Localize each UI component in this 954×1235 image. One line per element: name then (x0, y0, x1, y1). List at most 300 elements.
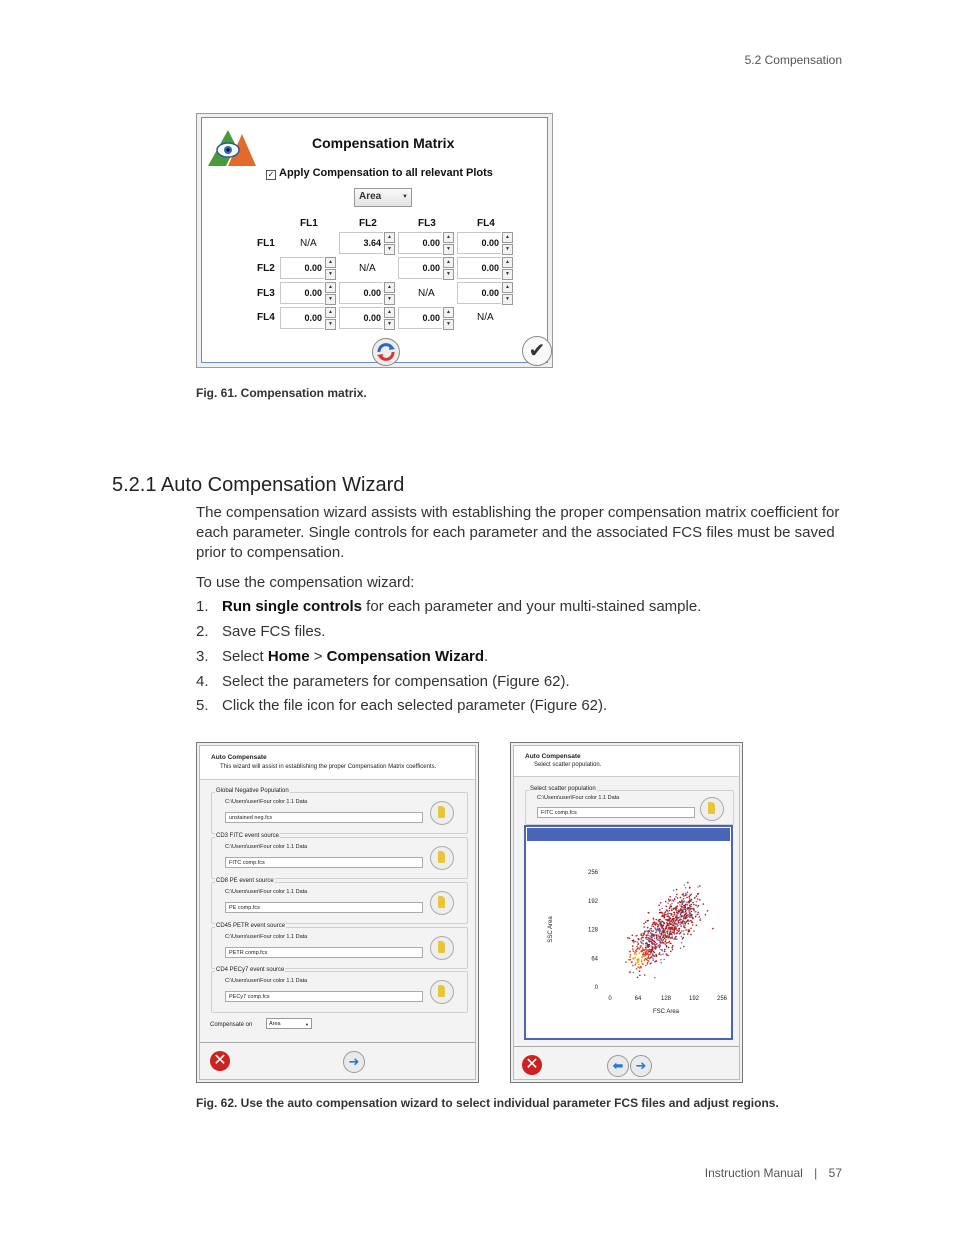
matrix-cell[interactable] (457, 232, 515, 254)
group-label: Select scatter population (530, 786, 596, 792)
section-intro: The compensation wizard assists with establishing the proper compensation matrix coefficient for each parameter. Single controls for each parameter and the associated FCS files must be saved prior to compensation. (196, 504, 840, 561)
window-frame (513, 745, 740, 1080)
data-point (648, 951, 650, 953)
matrix-cell[interactable] (457, 282, 515, 304)
data-point (649, 931, 651, 933)
data-point (683, 912, 685, 914)
data-point (644, 931, 646, 933)
data-point (658, 953, 660, 955)
data-point (651, 939, 653, 941)
data-point (687, 920, 689, 922)
data-point (699, 899, 701, 901)
data-point (683, 927, 685, 929)
data-point (687, 882, 689, 884)
data-point (644, 959, 646, 961)
data-point (672, 945, 674, 947)
data-point (661, 927, 663, 929)
data-point (681, 942, 683, 944)
data-point (689, 907, 691, 909)
cancel-button[interactable]: ✕ (210, 1051, 230, 1071)
data-point (668, 925, 670, 927)
data-point (662, 913, 664, 915)
next-arrow-button[interactable]: ➜ (343, 1051, 365, 1073)
apply-compensation-label: Apply Compensation to all relevant Plots (279, 167, 493, 179)
spin-up-icon[interactable]: ▲ (502, 282, 513, 293)
data-point (666, 931, 668, 933)
data-point (663, 935, 665, 937)
spin-down-icon[interactable]: ▼ (325, 319, 336, 330)
data-point (654, 961, 656, 963)
data-point (660, 943, 662, 945)
spinner[interactable] (443, 307, 454, 329)
event-source-group (211, 788, 468, 834)
data-point (689, 897, 691, 899)
data-point (646, 935, 648, 937)
matrix-cell[interactable] (339, 282, 397, 304)
data-point (683, 900, 685, 902)
file-name-field[interactable]: FITC comp.fcs (537, 807, 695, 818)
data-point (669, 933, 671, 935)
list-item (196, 648, 488, 665)
data-point (674, 931, 676, 933)
data-point (683, 895, 685, 897)
folder-icon[interactable] (700, 797, 724, 821)
matrix-cell-input[interactable] (398, 257, 442, 279)
spin-up-icon[interactable]: ▲ (443, 257, 454, 268)
spin-down-icon[interactable]: ▼ (384, 294, 395, 305)
matrix-cell-input[interactable] (339, 307, 383, 329)
next-arrow-button[interactable]: ➜ (630, 1055, 652, 1077)
data-point (691, 921, 693, 923)
data-point (663, 915, 665, 917)
spin-down-icon[interactable]: ▼ (384, 244, 395, 255)
event-source-group (211, 833, 468, 879)
data-point (664, 937, 666, 939)
data-point (646, 936, 648, 938)
data-point (641, 942, 643, 944)
data-point (687, 892, 689, 894)
data-point (689, 912, 691, 914)
data-point (677, 905, 679, 907)
matrix-cell-input[interactable] (457, 282, 501, 304)
spinner[interactable] (325, 307, 336, 329)
compensate-on-select[interactable] (266, 1018, 312, 1029)
data-point (663, 942, 665, 944)
spin-up-icon[interactable]: ▲ (502, 257, 513, 268)
spin-up-icon[interactable]: ▲ (384, 232, 395, 243)
matrix-cell[interactable] (457, 257, 515, 279)
spinner[interactable] (384, 307, 395, 329)
data-point (669, 906, 671, 908)
data-point (675, 917, 677, 919)
data-point (684, 923, 686, 925)
data-point (647, 952, 649, 954)
data-point (693, 904, 695, 906)
data-point (698, 916, 700, 918)
auto-compensate-scatter-window (510, 742, 743, 1083)
data-point (653, 943, 655, 945)
data-point (650, 936, 652, 938)
data-point (660, 945, 662, 947)
data-point (642, 963, 644, 965)
spin-up-icon[interactable]: ▲ (384, 282, 395, 293)
matrix-cell-input[interactable] (457, 257, 501, 279)
matrix-cell-input[interactable] (398, 307, 442, 329)
data-point (692, 918, 694, 920)
data-point (671, 914, 673, 916)
data-point (672, 949, 674, 951)
data-point (669, 913, 671, 915)
matrix-cell-value: 3.64 (363, 238, 381, 248)
data-point (681, 916, 683, 918)
x-tick-label: 64 (634, 996, 642, 1002)
data-point (636, 946, 638, 948)
data-point (669, 910, 671, 912)
list-item (196, 623, 325, 640)
data-point (649, 949, 651, 951)
data-point (674, 929, 676, 931)
data-point (679, 919, 681, 921)
matrix-cell[interactable] (280, 307, 338, 329)
matrix-cell-input[interactable] (280, 257, 324, 279)
matrix-cell[interactable] (398, 307, 456, 329)
matrix-cell-input[interactable] (280, 307, 324, 329)
data-point (690, 900, 692, 902)
data-point (638, 947, 640, 949)
data-point (676, 936, 678, 938)
data-point (656, 937, 658, 939)
data-point (660, 954, 662, 956)
data-point (681, 900, 683, 902)
data-point (683, 884, 685, 886)
data-point (652, 959, 654, 961)
data-point (652, 934, 654, 936)
data-point (697, 898, 699, 900)
matrix-cell[interactable] (398, 257, 456, 279)
wizard-header (200, 746, 475, 780)
data-point (662, 953, 664, 955)
data-point (680, 912, 682, 914)
matrix-cell[interactable] (339, 307, 397, 329)
spinner[interactable] (502, 282, 513, 304)
data-point (639, 967, 641, 969)
refresh-button[interactable] (372, 338, 400, 366)
data-point (668, 955, 670, 957)
spin-down-icon[interactable]: ▼ (384, 319, 395, 330)
data-point (673, 890, 675, 892)
spin-down-icon[interactable]: ▼ (443, 244, 454, 255)
data-point (660, 902, 662, 904)
data-point (685, 911, 687, 913)
spin-up-icon[interactable]: ▲ (325, 307, 336, 318)
data-point (645, 965, 647, 967)
data-point (671, 908, 673, 910)
data-point (680, 909, 682, 911)
data-point (644, 974, 646, 976)
data-point (682, 920, 684, 922)
scatter-plot[interactable] (526, 842, 731, 1038)
data-point (664, 949, 666, 951)
matrix-cell[interactable] (339, 232, 397, 254)
spinner[interactable] (384, 232, 395, 254)
spinner[interactable] (502, 257, 513, 279)
data-point (686, 904, 688, 906)
spin-up-icon[interactable]: ▲ (502, 232, 513, 243)
file-path: C:\Users\user\Four color 1.1 Data (225, 799, 308, 805)
row-header: FL3 (257, 288, 275, 299)
file-path: C:\Users\user\Four color 1.1 Data (225, 889, 308, 895)
data-point (659, 947, 661, 949)
data-point (681, 930, 683, 932)
data-point (664, 917, 666, 919)
row-header: FL4 (257, 312, 275, 323)
data-point (673, 918, 675, 920)
data-point (669, 941, 671, 943)
data-point (692, 902, 694, 904)
spin-down-icon[interactable]: ▼ (502, 244, 513, 255)
data-point (683, 933, 685, 935)
footer-divider: | (814, 1166, 818, 1180)
data-point (658, 905, 660, 907)
data-point (642, 950, 644, 952)
file-name-field[interactable]: PETR comp.fcs (225, 947, 423, 958)
data-point (669, 896, 671, 898)
folder-icon[interactable] (430, 846, 454, 870)
data-point (643, 926, 645, 928)
data-point (667, 913, 669, 915)
column-header: FL4 (477, 218, 495, 229)
spin-down-icon[interactable]: ▼ (443, 319, 454, 330)
data-point (694, 897, 696, 899)
folder-icon[interactable] (430, 801, 454, 825)
checkbox-check-icon[interactable]: ✓ (267, 170, 275, 179)
data-point (666, 942, 668, 944)
data-point (663, 933, 665, 935)
data-point (663, 939, 665, 941)
data-point (662, 937, 664, 939)
data-point (654, 938, 656, 940)
back-arrow-button[interactable]: ⬅ (607, 1055, 629, 1077)
data-point (682, 894, 684, 896)
data-point (692, 924, 694, 926)
data-point (641, 933, 643, 935)
data-point (653, 926, 655, 928)
spin-up-icon[interactable]: ▲ (443, 307, 454, 318)
spin-down-icon[interactable]: ▼ (502, 294, 513, 305)
data-point (630, 954, 632, 956)
data-point (683, 907, 685, 909)
data-point (673, 925, 675, 927)
data-point (652, 947, 654, 949)
y-tick-label: 128 (587, 927, 598, 934)
data-point (669, 900, 671, 902)
data-point (680, 897, 682, 899)
area-select[interactable] (354, 188, 412, 207)
apply-compensation-checkbox[interactable] (266, 167, 493, 180)
spinner[interactable] (443, 257, 454, 279)
data-point (667, 919, 669, 921)
matrix-cell[interactable] (398, 232, 456, 254)
data-point (680, 919, 682, 921)
data-point (656, 934, 658, 936)
file-name-field[interactable]: PECy7 comp.fcs (225, 991, 423, 1002)
data-point (682, 938, 684, 940)
data-point (667, 942, 669, 944)
spin-down-icon[interactable]: ▼ (325, 269, 336, 280)
event-source-group (211, 878, 468, 924)
data-point (673, 912, 675, 914)
data-point (695, 911, 697, 913)
data-point (661, 933, 663, 935)
data-point (633, 950, 635, 952)
data-point (695, 916, 697, 918)
list-item (196, 598, 701, 615)
spinner[interactable] (325, 257, 336, 279)
matrix-cell-input[interactable] (457, 232, 501, 254)
spinner[interactable] (443, 232, 454, 254)
data-point (666, 909, 668, 911)
data-point (697, 912, 699, 914)
file-name-field[interactable]: unstained neg.fcs (225, 812, 423, 823)
data-point (676, 919, 678, 921)
spin-up-icon[interactable]: ▲ (325, 257, 336, 268)
data-point (661, 908, 663, 910)
data-point (638, 964, 640, 966)
cancel-button[interactable]: ✕ (522, 1055, 542, 1075)
data-point (651, 930, 653, 932)
data-point (660, 959, 662, 961)
list-number: 5. (196, 697, 209, 714)
data-point (680, 914, 682, 916)
data-point (629, 956, 631, 958)
data-point (665, 914, 667, 916)
data-point (651, 962, 653, 964)
file-name-field[interactable]: FITC comp.fcs (225, 857, 423, 868)
data-point (649, 938, 651, 940)
list-text: Select (222, 648, 268, 665)
list-item (196, 697, 607, 714)
data-point (639, 975, 641, 977)
data-point (686, 916, 688, 918)
data-point (653, 922, 655, 924)
data-point (653, 947, 655, 949)
data-point (688, 902, 690, 904)
data-point (656, 939, 658, 941)
data-point (668, 928, 670, 930)
divider (200, 1042, 475, 1043)
data-point (648, 945, 650, 947)
folder-icon[interactable] (430, 980, 454, 1004)
data-point (659, 938, 661, 940)
plot-panel (524, 825, 733, 1040)
data-point (660, 930, 662, 932)
data-point (652, 944, 654, 946)
spinner[interactable] (325, 282, 336, 304)
matrix-cell[interactable] (280, 257, 338, 279)
page-footer (705, 1166, 842, 1180)
list-bold: Run single controls (222, 598, 363, 615)
data-point (693, 908, 695, 910)
data-point (669, 921, 671, 923)
data-point (659, 919, 661, 921)
spin-down-icon[interactable]: ▼ (325, 294, 336, 305)
data-point (648, 957, 650, 959)
data-point (667, 929, 669, 931)
matrix-cell-input[interactable] (398, 232, 442, 254)
spinner[interactable] (384, 282, 395, 304)
figure-61-caption: Fig. 61. Compensation matrix. (196, 386, 367, 400)
data-point (651, 951, 653, 953)
spinner[interactable] (502, 232, 513, 254)
data-point (678, 922, 680, 924)
spin-up-icon[interactable]: ▲ (384, 307, 395, 318)
data-point (672, 927, 674, 929)
data-point (684, 908, 686, 910)
section-lead: To use the compensation wizard: (196, 574, 415, 591)
spin-up-icon[interactable]: ▲ (325, 282, 336, 293)
data-point (659, 909, 661, 911)
data-point (638, 961, 640, 963)
data-point (695, 904, 697, 906)
data-point (683, 930, 685, 932)
matrix-cell-input[interactable] (280, 282, 324, 304)
data-point (659, 928, 661, 930)
data-point (681, 936, 683, 938)
matrix-cell[interactable] (280, 282, 338, 304)
wizard-title: Auto Compensate (211, 754, 267, 761)
section-heading: 5.2.1 Auto Compensation Wizard (112, 474, 405, 496)
matrix-cell-input[interactable] (339, 282, 383, 304)
data-point (685, 887, 687, 889)
list-text: . (484, 648, 489, 665)
data-point (676, 925, 678, 927)
confirm-check-button[interactable]: ✔ (522, 336, 552, 366)
matrix-cell-input[interactable] (339, 232, 383, 254)
data-point (688, 896, 690, 898)
data-point (686, 897, 688, 899)
folder-icon[interactable] (430, 936, 454, 960)
data-point (685, 924, 687, 926)
matrix-cell-value: 0.00 (422, 238, 440, 248)
data-point (656, 922, 658, 924)
data-point (651, 945, 653, 947)
spin-down-icon[interactable]: ▼ (502, 269, 513, 280)
spin-down-icon[interactable]: ▼ (443, 269, 454, 280)
data-point (685, 929, 687, 931)
data-point (633, 940, 635, 942)
data-point (676, 923, 678, 925)
data-point (655, 954, 657, 956)
data-point (679, 904, 681, 906)
data-point (632, 965, 634, 967)
data-point (680, 932, 682, 934)
group-label: CD3 FITC event source (216, 833, 280, 839)
data-point (639, 952, 641, 954)
data-point (645, 958, 647, 960)
matrix-cell-value: 0.00 (481, 238, 499, 248)
data-point (691, 899, 693, 901)
data-point (669, 907, 671, 909)
list-item (196, 673, 570, 690)
data-point (690, 934, 692, 936)
data-point (670, 943, 672, 945)
file-name-field[interactable]: PE comp.fcs (225, 902, 423, 913)
folder-icon[interactable] (430, 891, 454, 915)
list-number: 2. (196, 623, 209, 640)
spin-up-icon[interactable]: ▲ (443, 232, 454, 243)
column-header: FL2 (359, 218, 377, 229)
data-point (676, 938, 678, 940)
